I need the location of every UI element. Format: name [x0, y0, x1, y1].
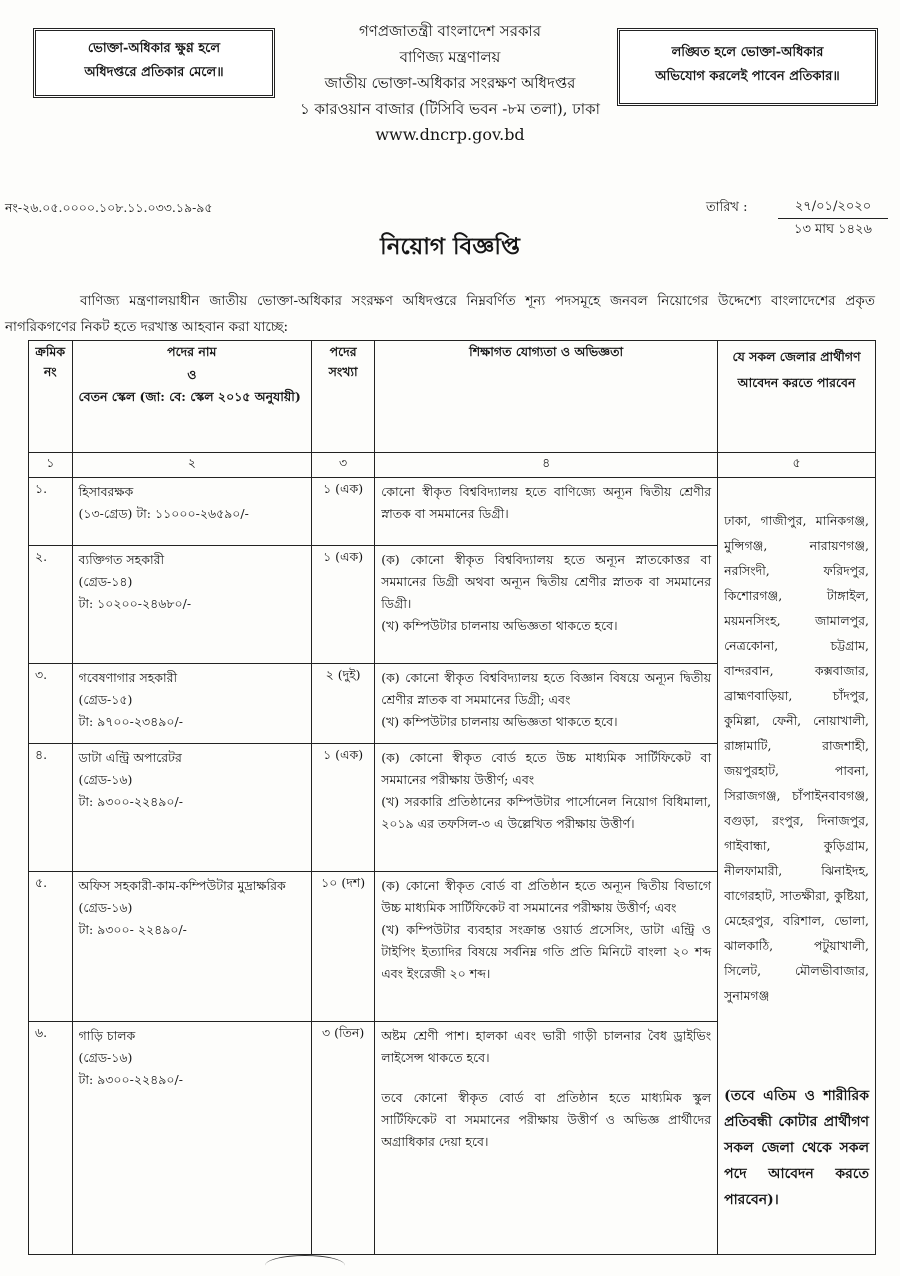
table-row — [29, 478, 876, 546]
intro-paragraph: বাণিজ্য মন্ত্রণালয়াধীন জাতীয় ভোক্তা-অধিকার সংরক্ষণ অধিদপ্তরে নিম্নবর্ণিত শূন্য পদসমূহে জনবল নিয়োগের উদ্দেশ্যে বাংলাদেশের প্রকৃত নাগরিকগণের নিকট হতে দরখাস্ত আহবান করা যাচ্ছে: — [5, 293, 875, 335]
slogan-box-left — [33, 28, 275, 98]
qualification-item: (ক) কোনো স্বীকৃত বোর্ড বা প্রতিষ্ঠান হতে অন্যূন দ্বিতীয় বিভাগে উচ্চ মাধ্যমিক সার্টিফিকেট বা সমমানের পরীক্ষায় উত্তীর্ণ; এবং — [381, 878, 712, 915]
office-header — [280, 18, 620, 148]
qualification-item: (ক) কোনো স্বীকৃত বিশ্ববিদ্যালয় হতে অন্যূন স্নাতকোত্তর বা সমমানের ডিগ্রী অথবা অন্যূন দ্বিতীয় শ্রেণীর স্নাতক বা সমমানের ডিগ্রী। — [381, 552, 712, 611]
post-scale: টা: ৯৩০০- ২২৪৯০/- — [78, 922, 187, 937]
qualification-item: (খ) সরকারি প্রতিষ্ঠানের কম্পিউটার পার্সোনেল নিয়োগ বিধিমালা, ২০১৯ এর তফসিল-৩ এ উল্লেখিত পরীক্ষায় উত্তীর্ণ। — [381, 794, 712, 831]
header-ministry: বাণিজ্য মন্ত্রণালয় — [399, 48, 501, 66]
qualification-item: (খ) কম্পিউটার চালনায় অভিজ্ঞতা থাকতে হবে। — [381, 618, 618, 633]
row-qualification — [375, 1022, 718, 1255]
district-list: ঢাকা, গাজীপুর, মানিকগঞ্জ, মুন্সিগঞ্জ, নারায়ণগঞ্জ, নরসিংদী, ফরিদপুর, কিশোরগঞ্জ, টাঙ্গাইল, ময়মনসিংহ, জামালপুর, নেত্রকোনা, চট্টগ্রাম, বান্দরবান, কক্সবাজার, ব্রাহ্মণবাড়িয়া, চাঁদপুর, কুমিল্লা, ফেনী, নোয়াখালী, রাঙ্গামাটি, রাজশাহী, জয়পুরহাট, পাবনা, সিরাজগঞ্জ, চাঁপাইনবাবগঞ্জ, বগুড়া, রংপুর, দিনাজপুর, গাইবান্ধা, কুড়িগ্রাম, নীলফামারী, ঝিনাইদহ, বাগেরহাট, সাতক্ষীরা, কুষ্টিয়া, মেহেরপুর, বরিশাল, ভোলা, ঝালকাঠি, পটুয়াখালী, সিলেট, মৌলভীবাজার, সুনামগঞ্জ — [724, 513, 869, 1003]
column-number: ৩ — [312, 453, 375, 478]
header-website: www.dncrp.gov.bd — [375, 125, 525, 144]
slogan-right-line2: অভিযোগ করলেই পাবেন প্রতিকার॥ — [655, 69, 840, 84]
post-scale: টা: ৯৩০০-২২৪৯০/- — [78, 794, 183, 809]
row-qualification — [375, 546, 718, 664]
header-post-line3: বেতন স্কেল (জা: বে: স্কেল ২০১৫ অনুযায়ী) — [78, 389, 301, 404]
districts-cell — [718, 478, 876, 1255]
row-count: ২ (দুই) — [312, 664, 375, 744]
post-name: ডাটা এন্ট্রি অপারেটর — [78, 750, 182, 765]
row-qualification — [375, 664, 718, 744]
slogan-left-line2: অধিদপ্তরে প্রতিকার মেলে॥ — [84, 65, 224, 80]
row-serial: ১. — [29, 478, 73, 546]
row-serial: ৪. — [29, 744, 73, 872]
row-serial: ২. — [29, 546, 73, 664]
row-qualification — [375, 872, 718, 1022]
qualification-item: (ক) কোনো স্বীকৃত বোর্ড হতে উচ্চ মাধ্যমিক সার্টিফিকেট বা সমমানের পরীক্ষায় উত্তীর্ণ; এবং — [381, 750, 712, 787]
row-count: ৩ (তিন) — [312, 1022, 375, 1255]
date-gregorian: ২৭/০১/২০২০ — [778, 196, 888, 219]
header-post-line2: ও — [187, 367, 197, 382]
qualification-item: (খ) কম্পিউটার ব্যবহার সংক্রান্ত ওয়ার্ড প্রসেসিং, ডাটা এন্ট্রি ও টাইপিং ইত্যাদির বিষয়ে সর্বনিম্ন গতি প্রতি মিনিটে বাংলা ২০ শব্দ এবং ইংরেজী ২০ শব্দ। — [381, 922, 712, 981]
row-count: ১০ (দশ) — [312, 872, 375, 1022]
header-post — [72, 341, 312, 453]
post-scale: টা: ৯৩০০-২২৪৯০/- — [78, 1072, 183, 1087]
post-scale: টা: ১০২০০-২৪৬৮০/- — [78, 596, 192, 611]
header-districts: যে সকল জেলার প্রার্থীগণ আবেদন করতে পারবেন — [718, 341, 876, 453]
slogan-right-line1: লঙ্ঘিত হলে ভোক্তা-অধিকার — [671, 45, 824, 60]
qualification-item: অষ্টম শ্রেণী পাশ। হালকা এবং ভারী গাড়ী চালনার বৈধ ড্রাইভিং লাইসেন্স থাকতে হবে। — [381, 1028, 712, 1065]
row-qualification — [375, 744, 718, 872]
column-number: ১ — [29, 453, 73, 478]
table-header-row — [29, 341, 876, 453]
vacancy-table — [28, 340, 876, 1255]
post-grade: (গ্রেড-১৬) — [78, 900, 133, 915]
post-name: গবেষণাগার সহকারী — [78, 670, 178, 685]
date-label: তারিখ : — [706, 200, 748, 215]
post-name: হিসাবরক্ষক — [78, 484, 134, 499]
qualification-item: কোনো স্বীকৃত বিশ্ববিদ্যালয় হতে বাণিজ্যে অন্যূন দ্বিতীয় শ্রেণীর স্নাতক বা সমমানের ডিগ্রী। — [381, 484, 712, 521]
row-post — [72, 872, 312, 1022]
header-qualification: শিক্ষাগত যোগ্যতা ও অভিজ্ঞতা — [375, 341, 718, 453]
qualification-item: (খ) কম্পিউটার চালনায় অভিজ্ঞতা থাকতে হবে। — [381, 714, 618, 729]
row-serial: ৫. — [29, 872, 73, 1022]
post-name: ব্যক্তিগত সহকারী — [78, 552, 165, 567]
date-bangla: ১৩ মাঘ ১৪২৬ — [794, 222, 872, 237]
post-grade: (গ্রেড-১৪) — [78, 574, 133, 589]
row-qualification — [375, 478, 718, 546]
slogan-left-line1: ভোক্তা-অধিকার ক্ষুণ্ণ হলে — [87, 41, 221, 56]
row-post — [72, 744, 312, 872]
row-post — [72, 546, 312, 664]
row-serial: ৬. — [29, 1022, 73, 1255]
post-scale: (১৩-গ্রেড) টা: ১১০০০-২৬৫৯০/- — [78, 506, 249, 521]
header-serial: ক্রমিক নং — [29, 341, 73, 453]
row-count: ১ (এক) — [312, 744, 375, 872]
row-post — [72, 478, 312, 546]
header-department: জাতীয় ভোক্তা-অধিকার সংরক্ষণ অধিদপ্তর — [324, 74, 576, 92]
header-address: ১ কারওয়ান বাজার (টিসিবি ভবন -৮ম তলা), ঢাকা — [300, 100, 600, 118]
notice-title: নিয়োগ বিজ্ঞপ্তি — [380, 233, 520, 260]
qualification-item: তবে কোনো স্বীকৃত বোর্ড বা প্রতিষ্ঠান হতে মাধ্যমিক স্কুল সার্টিফিকেট বা সমমানের পরীক্ষায় উত্তীর্ণ ও অভিজ্ঞ প্রার্থীদের অগ্রাধিকার দেয়া হবে। — [381, 1090, 712, 1149]
post-name: গাড়ি চালক — [78, 1028, 136, 1043]
post-scale: টা: ৯৭০০-২৩৪৯০/- — [78, 714, 183, 729]
column-number: ৫ — [718, 453, 876, 478]
post-name: অফিস সহকারী-কাম-কম্পিউটার মুদ্রাক্ষরিক — [78, 878, 286, 893]
district-note: (তবে এতিম ও শারীরিক প্রতিবন্ধী কোটার প্রার্থীগণ সকল জেলা থেকে সকল পদে আবেদন করতে পারবেন)। — [724, 1088, 869, 1208]
row-post — [72, 1022, 312, 1255]
row-serial: ৩. — [29, 664, 73, 744]
column-number-row — [29, 453, 876, 478]
row-count: ১ (এক) — [312, 478, 375, 546]
post-grade: (গ্রেড-১৫) — [78, 692, 133, 707]
slogan-box-right — [617, 28, 878, 106]
row-count: ১ (এক) — [312, 546, 375, 664]
column-number: ৪ — [375, 453, 718, 478]
memo-number: নং-২৬.০৫.০০০০.১০৮.১১.০৩৩.১৯-৯৫ — [5, 200, 213, 215]
header-government: গণপ্রজাতন্ত্রী বাংলাদেশ সরকার — [358, 22, 542, 40]
qualification-item: (ক) কোনো স্বীকৃত বিশ্ববিদ্যালয় হতে বিজ্ঞান বিষয়ে অন্যূন দ্বিতীয় শ্রেণীর স্নাতক বা সমমানের ডিগ্রী; এবং — [381, 670, 712, 707]
header-post-line1: পদের নাম — [167, 344, 217, 359]
signature-stroke — [265, 1255, 345, 1276]
post-grade: (গ্রেড-১৬) — [78, 772, 133, 787]
row-post — [72, 664, 312, 744]
post-grade: (গ্রেড-১৬) — [78, 1050, 133, 1065]
column-number: ২ — [72, 453, 312, 478]
header-count: পদের সংখ্যা — [312, 341, 375, 453]
